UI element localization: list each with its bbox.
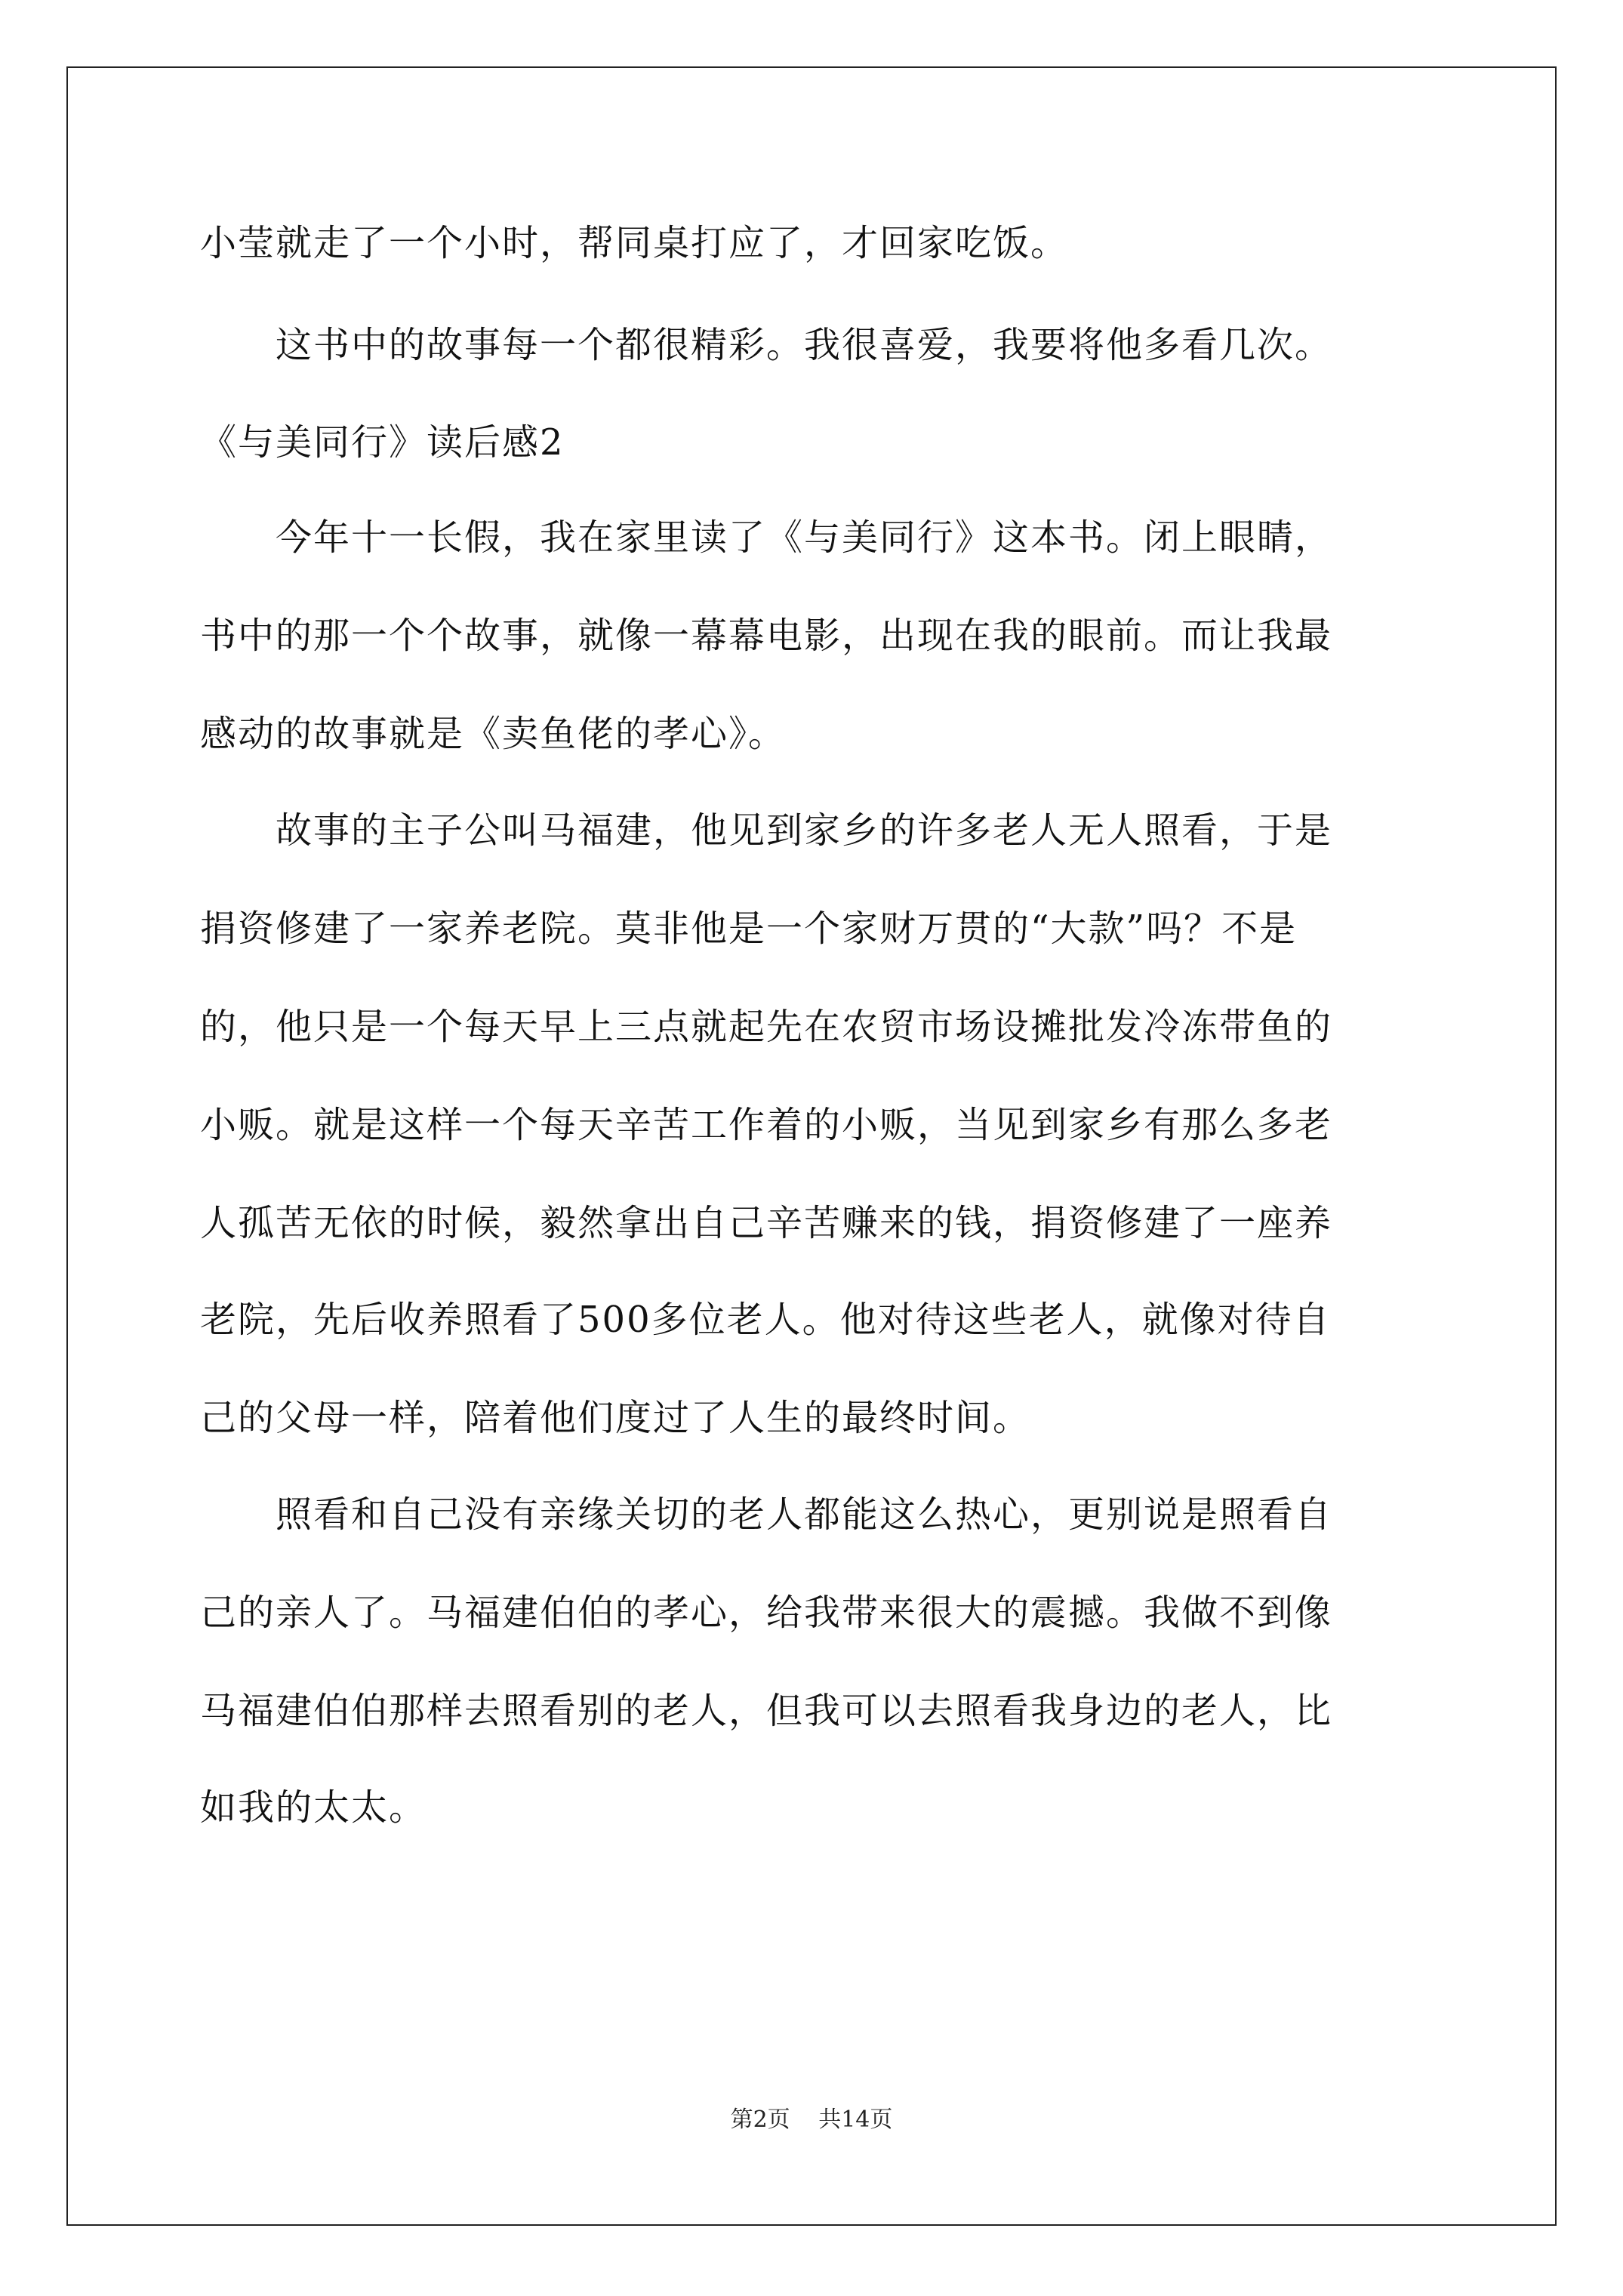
text-line: 今年十一长假，我在家里读了《与美同行》这本书。闭上眼睛， — [200, 516, 1333, 559]
text-line: 的，他只是一个每天早上三点就起先在农贸市场设摊批发冷冻带鱼的 — [200, 1006, 1333, 1048]
total-pages: 共14页 — [818, 2106, 893, 2133]
page-footer — [0, 2106, 1623, 2134]
page-number: 第2页 — [730, 2106, 790, 2133]
text-line: 照看和自己没有亲缘关切的老人都能这么热心，更别说是照看自 — [200, 1493, 1333, 1536]
text-line: 人孤苦无依的时候，毅然拿出自己辛苦赚来的钱，捐资修建了一座养 — [200, 1202, 1333, 1244]
text-line: 小贩。就是这样一个每天辛苦工作着的小贩，当见到家乡有那么多老 — [200, 1104, 1333, 1146]
text-line: 故事的主子公叫马福建，他见到家乡的许多老人无人照看，于是 — [200, 809, 1333, 852]
text-line: 书中的那一个个故事，就像一幕幕电影，出现在我的眼前。而让我最 — [200, 615, 1333, 657]
text-line: 老院，先后收养照看了500多位老人。他对待这些老人，就像对待自 — [200, 1299, 1331, 1341]
text-line: 感动的故事就是《卖鱼佬的孝心》。 — [200, 713, 787, 755]
text-line: 己的父母一样，陪着他们度过了人生的最终时间。 — [200, 1397, 1031, 1439]
text-line: 如我的太太。 — [200, 1786, 427, 1829]
text-line: 这书中的故事每一个都很精彩。我很喜爱，我要将他多看几次。 — [200, 324, 1333, 366]
text-line: 己的亲人了。马福建伯伯的孝心，给我带来很大的震撼。我做不到像 — [200, 1592, 1333, 1634]
text-line: 马福建伯伯那样去照看别的老人，但我可以去照看我身边的老人，比 — [200, 1690, 1333, 1732]
text-line: 捐资修建了一家养老院。莫非他是一个家财万贯的“大款”吗？不是 — [200, 908, 1298, 950]
text-line: 小莹就走了一个小时，帮同桌打应了，才回家吃饭。 — [200, 222, 1069, 264]
heading-line: 《与美同行》读后感2 — [200, 421, 565, 464]
